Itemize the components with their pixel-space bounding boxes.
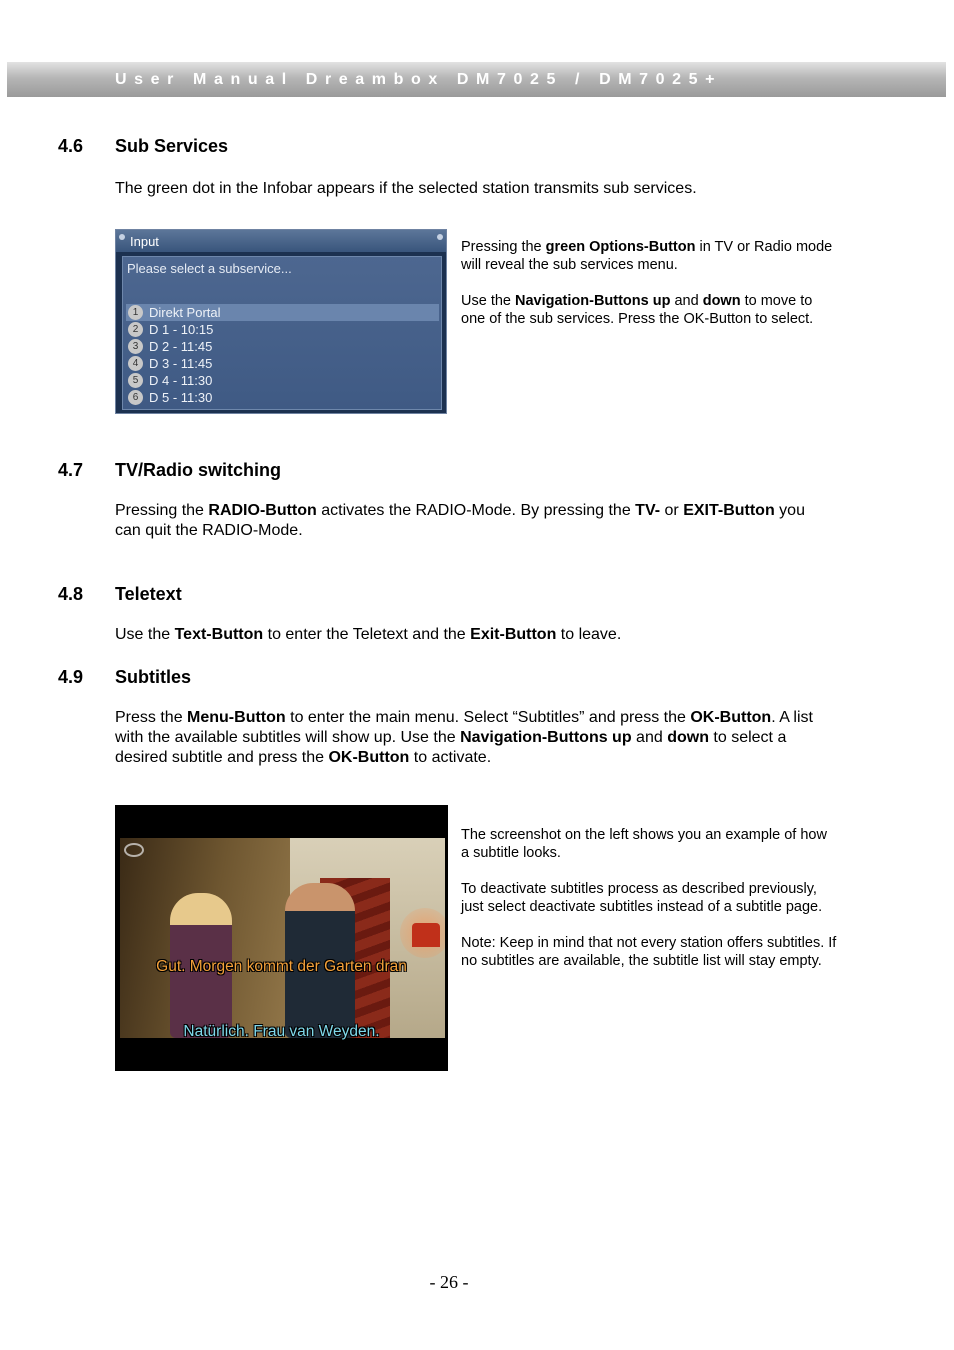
section-title-teletext: Teletext [115, 584, 182, 604]
subservice-label: D 3 - 11:45 [149, 356, 213, 371]
channel-logo-icon [124, 843, 144, 857]
number-key-icon: 4 [128, 356, 143, 371]
dialog-title: Input [130, 234, 159, 249]
subservice-dialog-screenshot [115, 229, 447, 414]
section-number-4-6: 4.6 [58, 136, 84, 156]
subtitle-screenshot [115, 805, 448, 1071]
number-key-icon: 1 [128, 305, 143, 320]
corner-dot-icon [437, 234, 443, 240]
subservice-item[interactable] [126, 321, 439, 338]
subservice-label: D 1 - 10:15 [149, 322, 214, 337]
header-title: User Manual Dreambox DM7025 / DM7025+ [115, 71, 723, 88]
side-paragraph: The screenshot on the left shows you an example of how a subtitle looks. [461, 827, 827, 861]
corner-dot-icon [119, 234, 125, 240]
section-number-4-7: 4.7 [58, 460, 84, 480]
subservice-label: Direkt Portal [149, 305, 221, 320]
number-key-icon: 6 [128, 390, 143, 405]
subtitles-paragraph: Press the Menu-Button to enter the main menu. Select “Subtitles” and press the OK-Button. A list with the available subtitles will show up. Use the Navigation-Buttons up and down to select a desired subtitle and press the OK-Button to activate. [115, 709, 813, 766]
side-paragraph: Pressing the green Options-Button in TV or Radio mode will reveal the sub services menu. [461, 239, 833, 273]
side-paragraph: Note: Keep in mind that not every station offers subtitles. If no subtitles are available, the subtitle list will stay empty. [461, 935, 837, 969]
number-key-icon: 3 [128, 339, 143, 354]
side-paragraph: To deactivate subtitles process as described previously, just select deactivate subtitles instead of a subtitle page. [461, 881, 823, 915]
subservice-item[interactable] [126, 304, 439, 321]
side-paragraph: Use the Navigation-Buttons up and down to move to one of the sub services. Press the OK-Button to select. [461, 293, 814, 327]
section-number-4-9: 4.9 [58, 667, 84, 687]
page-number: - 26 - [429, 1272, 469, 1292]
subservice-item[interactable] [126, 355, 439, 372]
header-bar [7, 62, 946, 97]
section-title-sub-services: Sub Services [115, 136, 229, 156]
subservice-label: D 5 - 11:30 [149, 390, 213, 405]
subtitle-line-2: Natürlich. Frau van Weyden. [183, 1023, 380, 1040]
subservice-item[interactable] [126, 338, 439, 355]
number-key-icon: 5 [128, 373, 143, 388]
teletext-paragraph: Use the Text-Button to enter the Teletext and the Exit-Button to leave. [115, 626, 622, 643]
sub-services-side-text [461, 238, 837, 346]
subservice-label: D 4 - 11:30 [149, 373, 213, 388]
tv-radio-paragraph: Pressing the RADIO-Button activates the RADIO-Mode. By pressing the TV- or EXIT-Button you can quit the RADIO-Mode. [115, 502, 805, 539]
dialog-prompt: Please select a subservice... [127, 261, 292, 276]
scene-lamp [412, 923, 440, 947]
sub-services-intro: The green dot in the Infobar appears if the selected station transmits sub services. [115, 180, 697, 197]
subtitle-line-1: Gut. Morgen kommt der Garten dran [156, 958, 407, 975]
dialog-titlebar [116, 230, 446, 252]
section-title-tv-radio: TV/Radio switching [115, 460, 282, 480]
subservice-item[interactable] [126, 389, 439, 406]
dialog-body [122, 256, 442, 410]
subservice-label: D 2 - 11:45 [149, 339, 213, 354]
subservice-item[interactable] [126, 372, 439, 389]
section-number-4-8: 4.8 [58, 584, 84, 604]
tv-scene-image [120, 838, 445, 1038]
subtitles-side-text [461, 826, 837, 988]
number-key-icon: 2 [128, 322, 143, 337]
section-title-subtitles: Subtitles [115, 667, 192, 687]
